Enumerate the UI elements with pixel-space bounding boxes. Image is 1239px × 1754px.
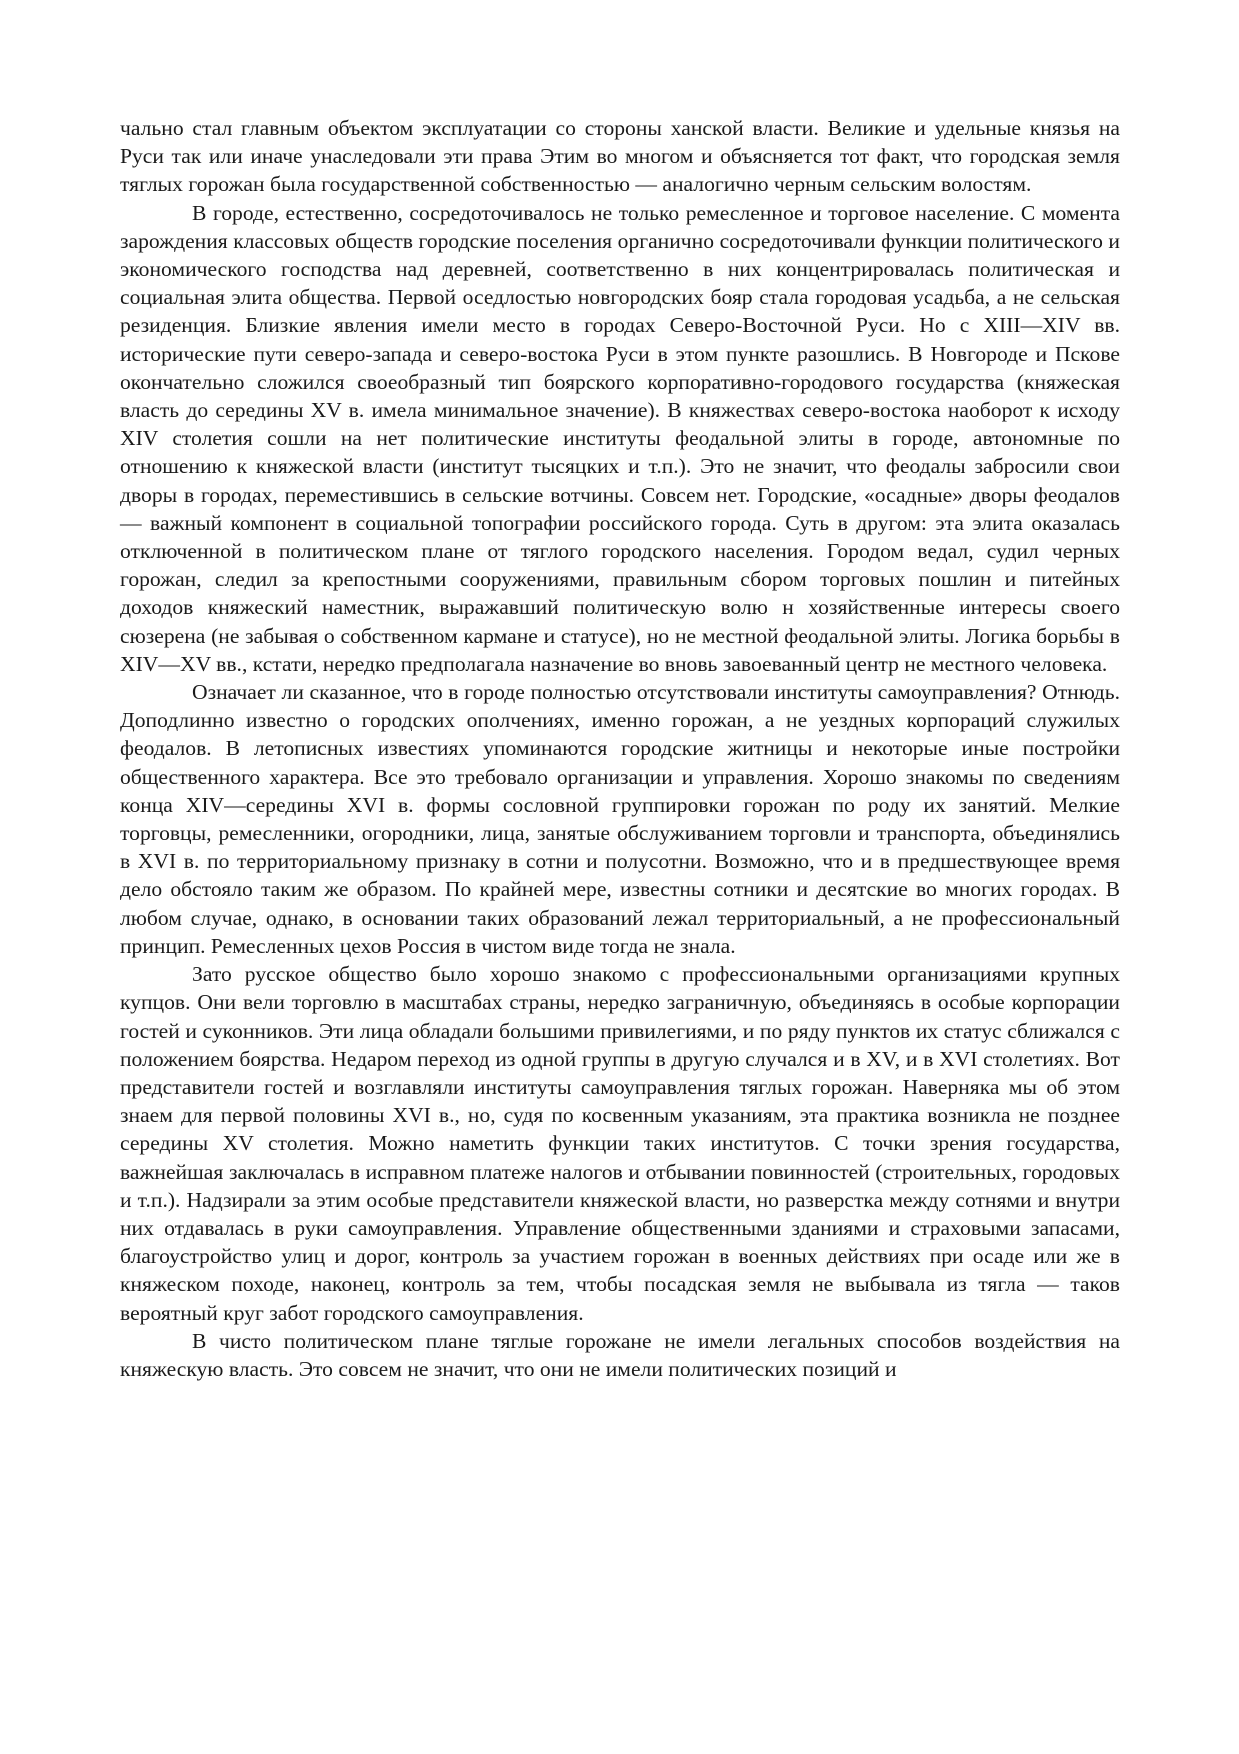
paragraph-5: В чисто политическом плане тяглые горожане не имели легальных способов воздействия на княжескую власть. Это совсем не значит, что они не имели политических позиций и	[120, 1328, 1120, 1381]
paragraph-4: Зато русское общество было хорошо знакомо с профессиональными организациями крупных купцов. Они вели торговлю в масштабах страны, нередко заграничную, объединяясь в особые корпорации гостей и суконников. Эти лица обладали большими привилегиями, и по ряду пунктов их статус сближался с положением боярства. Недаром переход из одной группы в другую случался и в XV, и в XVI столетиях. Вот представители гостей и возглавляли институты самоуправления тяглых горожан. Наверняка мы об этом знаем для первой половины XVI в., но, судя по косвенным указаниям, эта практика возникла не позднее середины XV столетия. Можно наметить функции таких институтов. С точки зрения государства, важнейшая заключалась в исправном платеже налогов и отбывании повинностей (строительных, городовых и т.п.). Надзирали за этим особые представители княжеской власти, но разверстка между сотнями и внутри них отдавалась в руки самоуправления. Управление общественными зданиями и страховыми запасами, благоустройство улиц и дорог, контроль за участием горожан в военных действиях при осаде или же в княжеском походе, наконец, контроль за тем, чтобы посадская земля не выбывала из тягла — таков вероятный круг забот городского самоуправления.	[120, 962, 1120, 1325]
document-page	[120, 114, 1120, 1383]
paragraph-2: В городе, естественно, сосредоточивалось не только ремесленное и торговое население. С момента зарождения классовых обществ городские поселения органично сосредоточивали функции политического и экономического господства над деревней, соответственно в них концентрировалась политическая и социальная элита общества. Первой оседлостью новгородских бояр стала городовая усадьба, а не сельская резиденция. Близкие явления имели место в городах Северо-Восточной Руси. Но с XIII—XIV вв. исторические пути северо-запада и северо-востока Руси в этом пункте разошлись. В Новгороде и Пскове окончательно сложился своеобразный тип боярского корпоративно-городового государства (княжеская власть до середины XV в. имела минимальное значение). В княжествах северо-востока наоборот к исходу XIV столетия сошли на нет политические институты феодальной элиты в городе, автономные по отношению к княжеской власти (институт тысяцких и т.п.). Это не значит, что феодалы забросили свои дворы в городах, переместившись в сельские вотчины. Совсем нет. Городские, «осадные» дворы феодалов — важный компонент в социальной топографии российского города. Суть в другом: эта элита оказалась отключенной в политическом плане от тяглого городского населения. Городом ведал, судил черных горожан, следил за крепостными сооружениями, правильным сбором торговых пошлин и питейных доходов княжеский наместник, выражавший политическую волю н хозяйственные интересы своего сюзерена (не забывая о собственном кармане и статусе), но не местной феодальной элиты. Логика борьбы в XIV—XV вв., кстати, нередко предполагала назначение во вновь завоеванный центр не местного человека.	[120, 200, 1120, 676]
paragraph-1: чально стал главным объектом эксплуатации со стороны ханской власти. Великие и удельные князья на Руси так или иначе унаследовали эти права Этим во многом и объясняется тот факт, что городская земля тяглых горожан была государственной собственностью — аналогично черным сельским волостям.	[120, 116, 1120, 197]
paragraph-3: Означает ли сказанное, что в городе полностью отсутствовали институты самоуправления? Отнюдь. Доподлинно известно о городских ополчениях, именно горожан, а не уездных корпораций служилых феодалов. В летописных известиях упоминаются городские житницы и некоторые иные постройки общественного характера. Все это требовало организации и управления. Хорошо знакомы по сведениям конца XIV—середины XVI в. формы сословной группировки горожан по роду их занятий. Мелкие торговцы, ремесленники, огородники, лица, занятые обслуживанием торговли и транспорта, объединялись в XVI в. по территориальному признаку в сотни и полусотни. Возможно, что и в предшествующее время дело обстояло таким же образом. По крайней мере, известны сотники и десятские во многих городах. В любом случае, однако, в основании таких образований лежал территориальный, а не профессиональный принцип. Ремесленных цехов Россия в чистом виде тогда не знала.	[120, 680, 1120, 958]
